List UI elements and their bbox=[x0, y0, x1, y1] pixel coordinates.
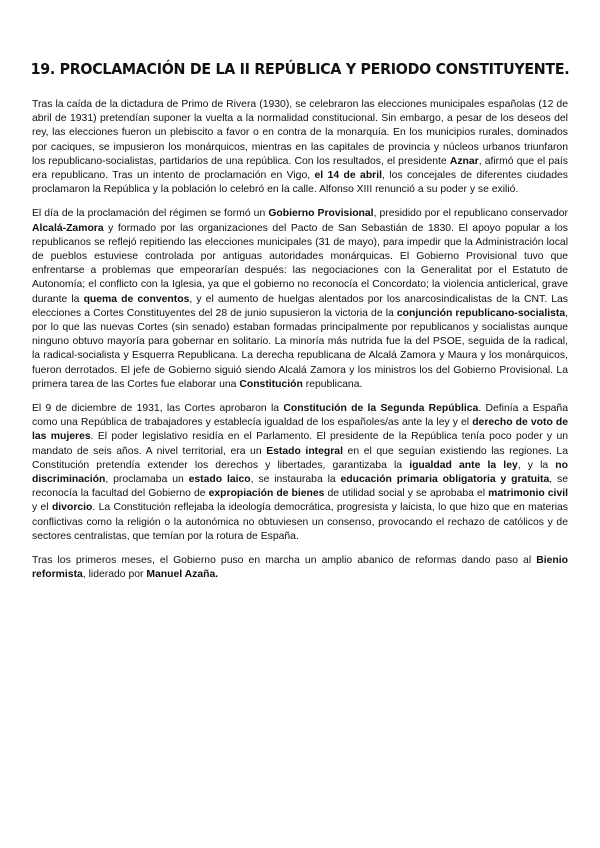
bold-term: Constitución bbox=[239, 378, 303, 390]
bold-term: expropiación de bienes bbox=[208, 488, 325, 500]
bold-term: el 14 de abril bbox=[314, 170, 382, 182]
text-run: , proclamaba un bbox=[105, 474, 189, 486]
bold-term: educación primaria obligatoria y gratuita bbox=[340, 474, 550, 486]
text-run: , y el aumento de huelgas alentados por los anarcosindicalistas de la CNT. Las elecciones a Cortes Constituyentes del 28 de junio supusieron la victoria de la bbox=[32, 293, 569, 319]
text-run: republicana. bbox=[302, 378, 363, 390]
text-run: , presidido por el republicano conservador bbox=[373, 208, 568, 220]
bold-term: matrimonio civil bbox=[488, 488, 568, 500]
paragraph bbox=[32, 554, 568, 582]
paragraph bbox=[32, 207, 568, 392]
bold-term: Estado integral bbox=[266, 445, 343, 457]
text-run: , se instauraba la bbox=[250, 474, 341, 486]
text-run: Tras la caída de la dictadura de Primo de Rivera (1930), se celebraron las elecciones municipales españolas (12 de abril de 1931) pretendían suponer la vuelta a la normalidad constitucional. Sin embargo, a pesar de los deseos del rey, las elecciones fueron un plebiscito a favor o en contra de la monarquía. En los municipios rurales, dominados por caciques, se impusieron los monárquicos, mientras en las capitales de provincia y núcleos urbanos triunfaron los republicano-socialistas, partidarios de una república. Con los resultados, el presidente bbox=[32, 99, 568, 167]
bold-term: conjunción republicano-socialista bbox=[396, 307, 566, 319]
bold-term: Bienio reformista bbox=[32, 555, 568, 581]
text-run: , por lo que las nuevas Cortes (sin senado) estaban formadas principalmente por republicanos y socialistas aunque ninguno obtuvo mayoría para gobernar en solitario. La minoría más nutrida fue la del PSOE, seguida de la radical, la radical-socialista y Esquerra Republicana. La derecha republicana de Alcalá Zamora y Maura y los monárquicos, fueron derrotados. El jefe de Gobierno siguió siendo Alcalá Zamora y los ministros los del Gobierno Provisional. La primera tarea de las Cortes fue elaborar una bbox=[32, 307, 569, 390]
bold-term: divorcio bbox=[51, 502, 93, 514]
text-run: . El poder legislativo residía en el Parlamento. El presidente de la República tenía poco poder y un mandato de seis años. A nivel territorial, era un bbox=[32, 431, 568, 457]
text-run: , liderado por bbox=[82, 569, 147, 581]
text-run: . Definía a España como una República de trabajadores y establecía igualdad de los españoles/as ante la ley y el bbox=[32, 403, 568, 429]
paragraph bbox=[32, 98, 568, 197]
document-body bbox=[32, 98, 568, 593]
text-run: , afirmó que el país era republicano. Tras un intento de proclamación en Vigo, bbox=[32, 155, 568, 182]
bold-term: Alcalá-Zamora bbox=[32, 222, 104, 234]
bold-term: Manuel Azaña. bbox=[146, 569, 219, 581]
paragraph bbox=[32, 402, 568, 544]
bold-term: no discriminación bbox=[32, 459, 568, 486]
text-run: en el que seguían existiendo las regiones. La Constitución pretendía extender los derechos y libertades, garantizaba la bbox=[32, 445, 568, 471]
text-run: , se reconocía la facultad del Gobierno de bbox=[32, 474, 568, 500]
text-run: y formado por las organizaciones del Pacto de San Sebastián de 1830. El apoyo popular a los republicanos se reflejó repitiendo las elecciones municipales (31 de mayo), para impedir que la Administración local de pueblos estuviese controlada por antiguas autoridades monárquicas. El Gobierno Provisional tuvo que enfrentarse a problemas que empeorarían después: las negociaciones con la Generalitat por el Estatuto de Autonomía; el conflicto con la Iglesia, ya que el gobierno no reconocía el Concordato; la violencia anticlerical, grave durante la bbox=[32, 222, 568, 305]
text-run: El día de la proclamación del régimen se formó un bbox=[32, 208, 269, 220]
document-title: 19. PROCLAMACIÓN DE LA II REPÚBLICA Y PERIODO CONSTITUYENTE. bbox=[30, 60, 570, 78]
bold-term: Aznar bbox=[449, 155, 479, 167]
bold-term: estado laico bbox=[188, 474, 251, 486]
bold-term: quema de conventos bbox=[83, 293, 190, 305]
text-run: , los concejales de diferentes ciudades proclamaron la República y la población lo celebró en la calle. Alfonso XIII renunció a su poder y se exilió. bbox=[32, 170, 569, 196]
text-run: El 9 de diciembre de 1931, las Cortes aprobaron la bbox=[32, 403, 284, 415]
bold-term: Gobierno Provisional bbox=[268, 208, 374, 220]
bold-term: igualdad ante la ley bbox=[409, 459, 518, 471]
text-run: . La Constitución reflejaba la ideología democrática, progresista y laicista, lo que hizo que en materias conflictivas como la religión o la autonómica no obtuviesen un consenso, provocando el rechazo de católicos y de sectores centralistas, que temían por la rotura de España. bbox=[32, 502, 569, 542]
text-run: , y la bbox=[517, 459, 556, 471]
bold-term: derecho de voto de las mujeres bbox=[32, 417, 568, 443]
text-run: de utilidad social y se aprobaba el bbox=[324, 488, 489, 500]
text-run: y el bbox=[32, 502, 52, 514]
bold-term: Constitución de la Segunda República bbox=[283, 403, 479, 415]
text-run: Tras los primeros meses, el Gobierno puso en marcha un amplio abanico de reformas dando paso al bbox=[32, 555, 537, 567]
